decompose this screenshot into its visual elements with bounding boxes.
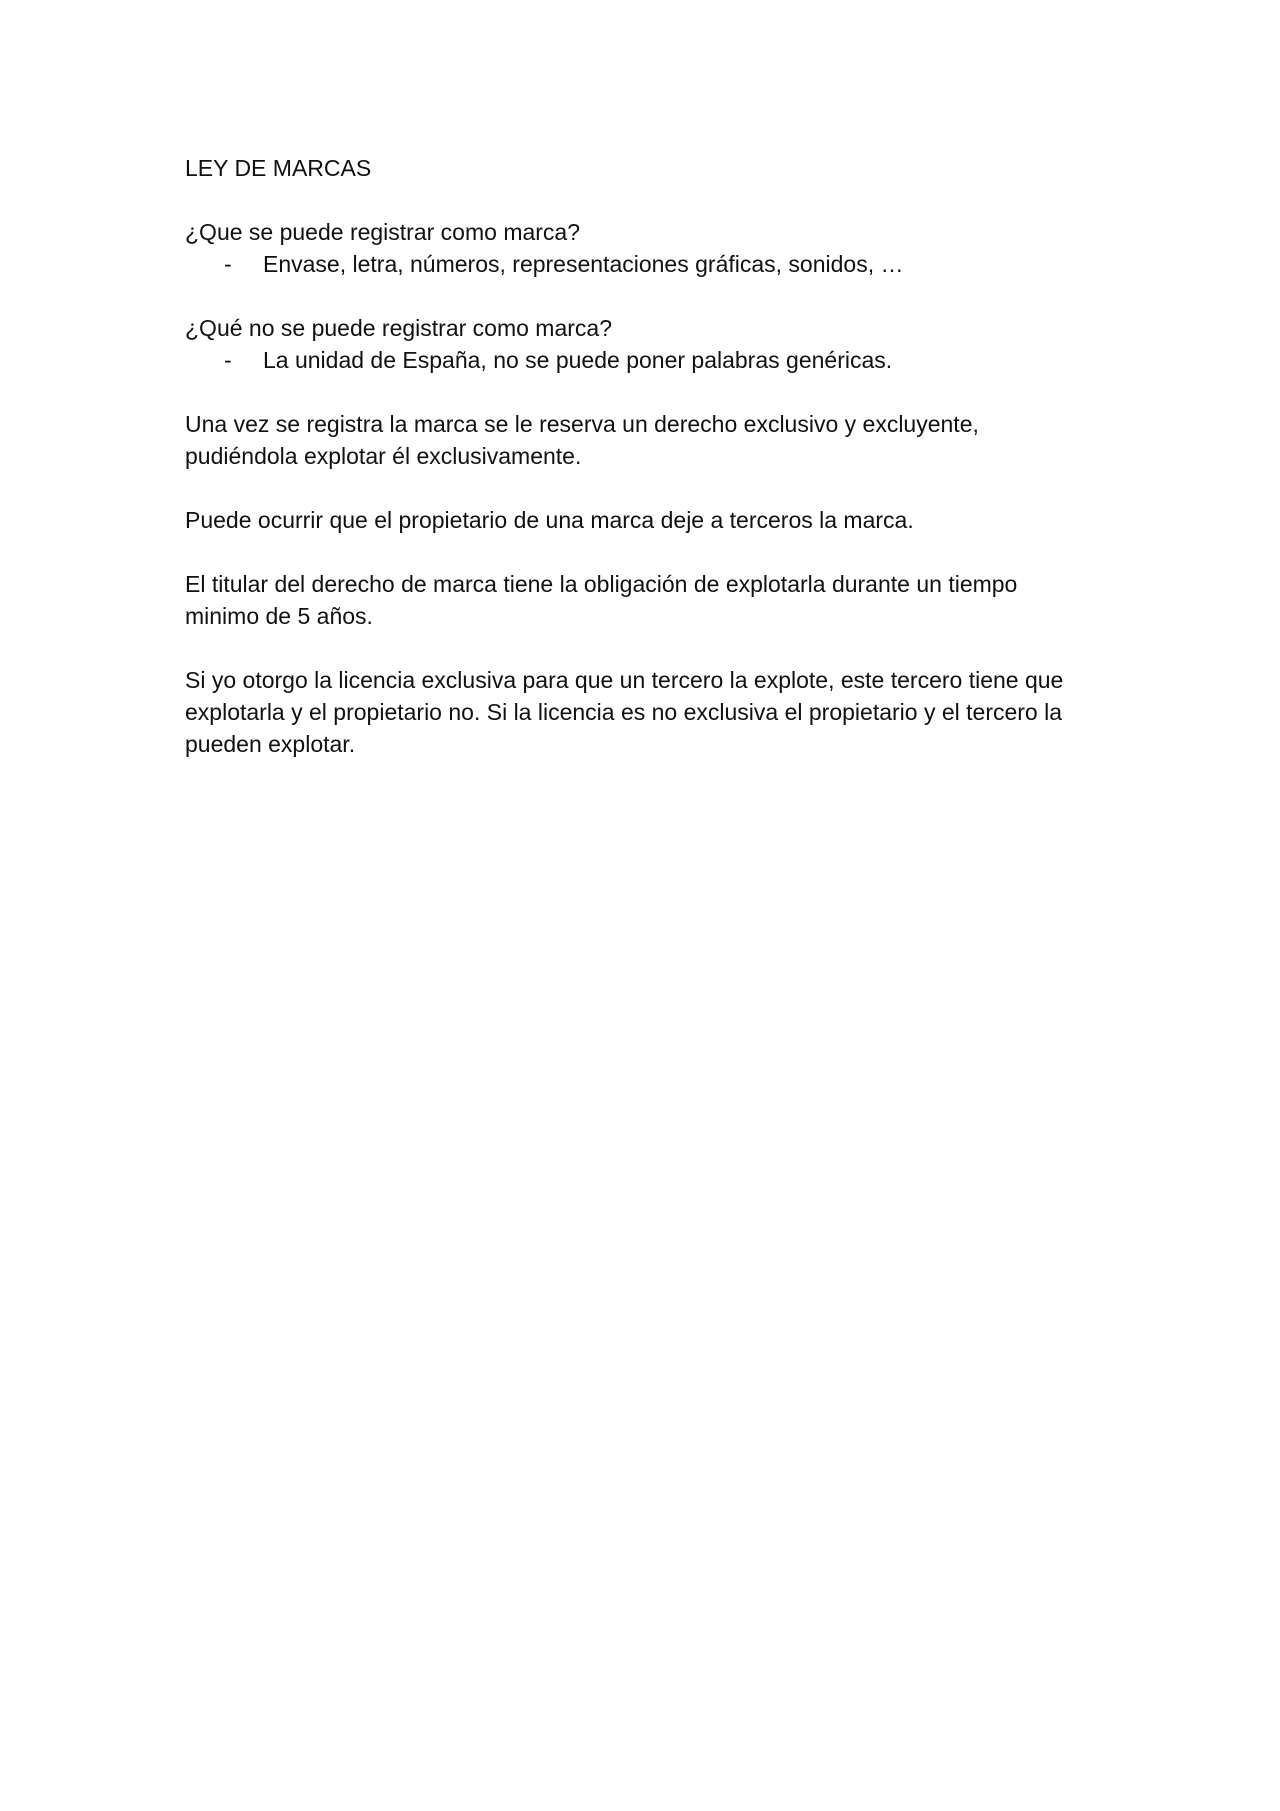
list-item xyxy=(185,344,1105,376)
paragraph-line: explotarla y el propietario no. Si la licencia es no exclusiva el propietario y el tercero la xyxy=(185,699,1063,725)
bullet-dash: - xyxy=(224,347,232,373)
paragraph-exclusive-right xyxy=(185,408,1105,472)
bullet-dash: - xyxy=(224,251,232,277)
paragraph-license xyxy=(185,664,1105,760)
paragraph-line: Una vez se registra la marca se le reserva un derecho exclusivo y excluyente, xyxy=(185,411,979,437)
list-item xyxy=(185,248,1105,280)
paragraph-line: Puede ocurrir que el propietario de una marca deje a terceros la marca. xyxy=(185,507,914,533)
paragraph-obligation xyxy=(185,568,1105,632)
blank-line xyxy=(185,280,1105,312)
paragraph-line: minimo de 5 años. xyxy=(185,603,373,629)
paragraph-line: pueden explotar. xyxy=(185,731,356,757)
blank-line xyxy=(185,184,1105,216)
list-item-text: Envase, letra, números, representaciones gráficas, sonidos, … xyxy=(263,251,904,277)
blank-line xyxy=(185,472,1105,504)
blank-line xyxy=(185,376,1105,408)
blank-line xyxy=(185,536,1105,568)
paragraph-line: Si yo otorgo la licencia exclusiva para que un tercero la explote, este tercero tiene que xyxy=(185,667,1064,693)
paragraph-third-parties xyxy=(185,504,1105,536)
paragraph-line: El titular del derecho de marca tiene la obligación de explotarla durante un tiempo xyxy=(185,571,1018,597)
paragraph-line: pudiéndola explotar él exclusivamente. xyxy=(185,443,582,469)
document-title: LEY DE MARCAS xyxy=(185,155,372,181)
blank-line xyxy=(185,632,1105,664)
question-what-cannot-register: ¿Qué no se puede registrar como marca? xyxy=(185,315,612,341)
list-item-text: La unidad de España, no se puede poner palabras genéricas. xyxy=(263,347,893,373)
question-what-can-register: ¿Que se puede registrar como marca? xyxy=(185,219,581,245)
document-body xyxy=(185,152,1105,760)
